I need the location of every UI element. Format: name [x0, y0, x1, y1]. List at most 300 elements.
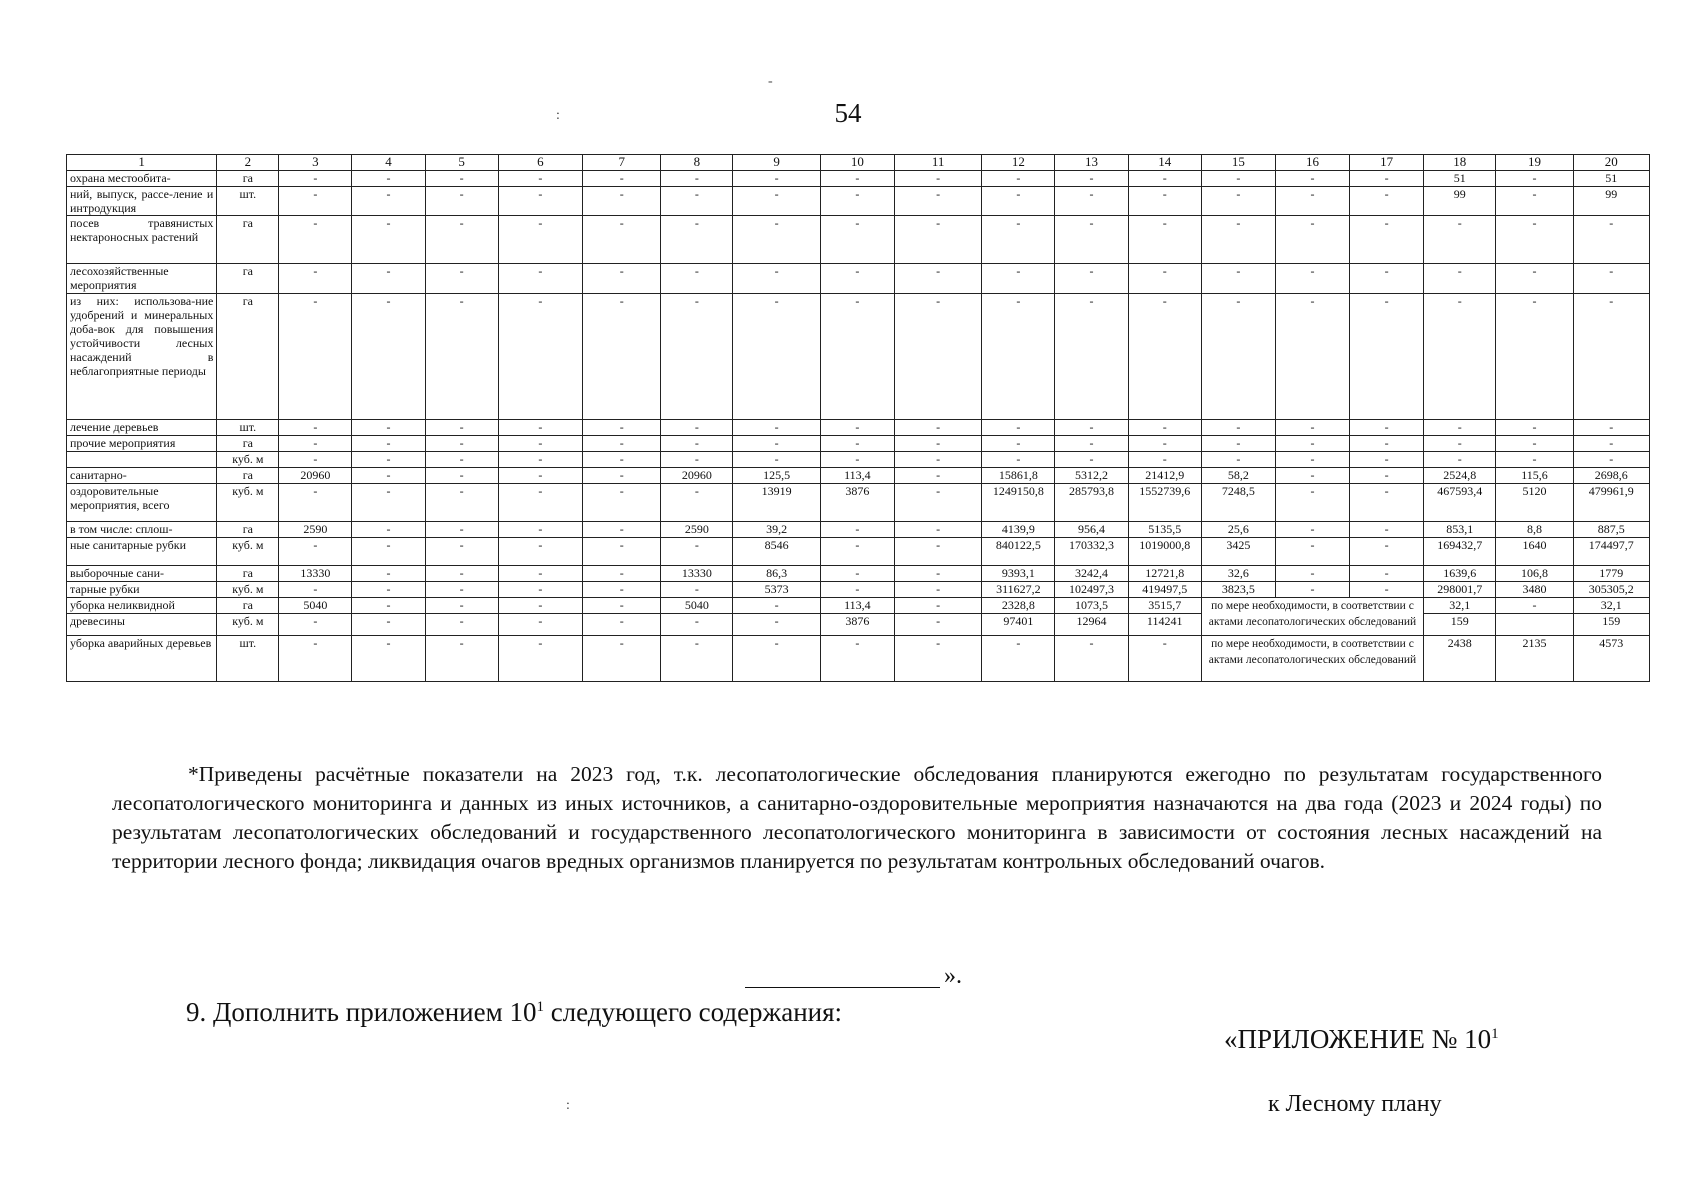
table-cell: -	[1275, 420, 1349, 436]
table-cell: -	[1350, 264, 1424, 294]
table-cell: -	[352, 468, 425, 484]
table-cell: -	[733, 598, 820, 614]
table-cell: 5040	[661, 598, 733, 614]
table-cell: 5135,5	[1128, 522, 1201, 538]
table-row	[67, 436, 1650, 452]
table-cell: -	[661, 614, 733, 636]
table-cell: 9393,1	[982, 566, 1055, 582]
table-cell: -	[498, 294, 582, 420]
row-label: тарные рубки	[67, 582, 217, 598]
table-cell: 3876	[820, 484, 894, 522]
table-cell: -	[279, 171, 352, 187]
table-cell: -	[894, 614, 981, 636]
table-cell: -	[498, 636, 582, 682]
table-cell: 170332,3	[1055, 538, 1128, 566]
table-cell: -	[820, 538, 894, 566]
table-cell: -	[352, 171, 425, 187]
table-cell: -	[498, 420, 582, 436]
table-cell: -	[1350, 420, 1424, 436]
table-cell: 2438	[1424, 636, 1496, 682]
table-cell: -	[1201, 216, 1275, 264]
table-cell: -	[425, 436, 498, 452]
column-header: 11	[894, 155, 981, 171]
table-row	[67, 538, 1650, 566]
table-cell: 12964	[1055, 614, 1128, 636]
table-cell: -	[1275, 582, 1349, 598]
table-cell: 3242,4	[1055, 566, 1128, 582]
scan-speck: :	[566, 1098, 570, 1113]
row-label: ний, выпуск, рассе-ление и интродукция	[67, 187, 217, 216]
table-cell: 1249150,8	[982, 484, 1055, 522]
table-cell: -	[498, 582, 582, 598]
table-row	[67, 522, 1650, 538]
column-header: 4	[352, 155, 425, 171]
table-cell: -	[894, 522, 981, 538]
column-header: 2	[217, 155, 279, 171]
table-cell: -	[583, 216, 661, 264]
table-cell: -	[982, 171, 1055, 187]
table-cell: -	[498, 538, 582, 566]
table-cell: -	[498, 614, 582, 636]
table-cell: 3425	[1201, 538, 1275, 566]
footnote: *Приведены расчётные показатели на 2023 год, т.к. лесопатологические обследования планируются ежегодно по результатам государственного лесопатологического мониторинга и данных из иных источников, а санитарно-оздоровительные мероприятия назначаются на два года (2023 и 2024 годы) по результатам лесопатологических обследований и государственного лесопатологического мониторинга в зависимости от состояния лесных насаждений на территории лесного фонда; ликвидация очагов вредных организмов планируется по результатам контрольных обследований очагов.	[112, 762, 1602, 873]
table-cell	[1496, 614, 1573, 636]
table-cell: -	[661, 484, 733, 522]
table-row	[67, 294, 1650, 420]
table-cell: -	[820, 187, 894, 216]
table-cell: -	[1573, 420, 1649, 436]
table-cell: -	[583, 484, 661, 522]
table-cell: -	[733, 420, 820, 436]
unit-cell: га	[217, 436, 279, 452]
table-cell: -	[820, 452, 894, 468]
table-cell: -	[894, 582, 981, 598]
table-cell: -	[352, 436, 425, 452]
table-cell: -	[894, 598, 981, 614]
table-cell: -	[279, 436, 352, 452]
table-cell: -	[583, 468, 661, 484]
table-cell: -	[498, 468, 582, 484]
column-header: 8	[661, 155, 733, 171]
table-cell: -	[498, 484, 582, 522]
table-cell: -	[352, 636, 425, 682]
table-cell: -	[1128, 264, 1201, 294]
table-cell: -	[583, 598, 661, 614]
scan-speck: -	[768, 74, 773, 89]
table-cell: -	[894, 216, 981, 264]
table-cell: -	[982, 187, 1055, 216]
table-cell: -	[1201, 187, 1275, 216]
table-cell: -	[1055, 436, 1128, 452]
row-label: уборка неликвидной	[67, 598, 217, 614]
table-cell: 956,4	[1055, 522, 1128, 538]
table-row	[67, 264, 1650, 294]
table-cell: -	[894, 566, 981, 582]
table-cell: -	[352, 187, 425, 216]
table-cell: 2135	[1496, 636, 1573, 682]
table-cell: -	[279, 538, 352, 566]
table-cell: -	[498, 216, 582, 264]
table-cell: -	[1275, 187, 1349, 216]
table-cell: -	[661, 187, 733, 216]
table-cell: 479961,9	[1573, 484, 1649, 522]
appendix-title: «ПРИЛОЖЕНИЕ № $10^1$	[1224, 1024, 1499, 1054]
table-row	[67, 468, 1650, 484]
table-cell: 113,4	[820, 598, 894, 614]
table-cell: -	[425, 420, 498, 436]
table-cell: 169432,7	[1424, 538, 1496, 566]
table-cell: -	[425, 468, 498, 484]
unit-cell: га	[217, 216, 279, 264]
table-cell: -	[1424, 264, 1496, 294]
table-cell: -	[352, 484, 425, 522]
table-row	[67, 636, 1650, 682]
table-cell: -	[425, 538, 498, 566]
table-cell: -	[1275, 264, 1349, 294]
table-cell: -	[1350, 452, 1424, 468]
table-cell: -	[1496, 420, 1573, 436]
table-cell: -	[661, 436, 733, 452]
table-row	[67, 484, 1650, 522]
table-cell: 97401	[982, 614, 1055, 636]
table-cell: -	[1275, 171, 1349, 187]
unit-cell: га	[217, 264, 279, 294]
table-cell: -	[1128, 294, 1201, 420]
table-cell: -	[1275, 566, 1349, 582]
unit-cell: куб. м	[217, 614, 279, 636]
table-cell: -	[352, 420, 425, 436]
table-cell: 3876	[820, 614, 894, 636]
table-cell: -	[661, 538, 733, 566]
appendix-subtitle: к Лесному плану	[1268, 1091, 1442, 1117]
table-cell: -	[425, 566, 498, 582]
table-cell: -	[1496, 452, 1573, 468]
table-cell: -	[498, 566, 582, 582]
table-cell: -	[279, 264, 352, 294]
row-label: в том числе: сплош-	[67, 522, 217, 538]
table-cell: -	[1496, 294, 1573, 420]
row-label: из них: использова-ние удобрений и минеральных доба-вок для повышения устойчивости лесных насаждений в неблагоприятные периоды	[67, 294, 217, 420]
column-header: 20	[1573, 155, 1649, 171]
table-cell: -	[425, 582, 498, 598]
column-header: 3	[279, 155, 352, 171]
table-cell: -	[498, 522, 582, 538]
table-cell: -	[1201, 452, 1275, 468]
table-cell: -	[1350, 468, 1424, 484]
unit-cell: куб. м	[217, 484, 279, 522]
superscript: 1	[1491, 1026, 1499, 1042]
table-cell: 20960	[661, 468, 733, 484]
table-cell: 5312,2	[1055, 468, 1128, 484]
table-cell: -	[1496, 171, 1573, 187]
table-cell: -	[1128, 452, 1201, 468]
table-cell: 159	[1573, 614, 1649, 636]
table-cell: 20960	[279, 468, 352, 484]
table-cell: 159	[1424, 614, 1496, 636]
table-cell: 1019000,8	[1128, 538, 1201, 566]
table-cell: 2328,8	[982, 598, 1055, 614]
table-row	[67, 452, 1650, 468]
table-cell: -	[425, 614, 498, 636]
table-cell: -	[1201, 436, 1275, 452]
table-cell: -	[894, 636, 981, 682]
table-cell: 3515,7	[1128, 598, 1201, 614]
table-cell: -	[894, 294, 981, 420]
table-cell: -	[1350, 436, 1424, 452]
column-header: 5	[425, 155, 498, 171]
table-cell: -	[352, 264, 425, 294]
table-cell: -	[1055, 216, 1128, 264]
table-cell: 51	[1573, 171, 1649, 187]
table-cell: -	[661, 452, 733, 468]
table-cell: -	[583, 566, 661, 582]
table-cell: 1640	[1496, 538, 1573, 566]
table-cell: -	[279, 614, 352, 636]
table-cell: -	[352, 452, 425, 468]
row-label: выборочные сани-	[67, 566, 217, 582]
table-cell: 51	[1424, 171, 1496, 187]
column-header: 14	[1128, 155, 1201, 171]
table-cell: -	[820, 171, 894, 187]
table-cell: -	[733, 436, 820, 452]
table-cell: -	[1350, 538, 1424, 566]
row-label: уборка аварийных деревьев	[67, 636, 217, 682]
unit-cell: га	[217, 522, 279, 538]
table-cell: -	[1055, 171, 1128, 187]
unit-cell: куб. м	[217, 452, 279, 468]
table-cell: 12721,8	[1128, 566, 1201, 582]
unit-cell: куб. м	[217, 582, 279, 598]
table-cell: 5373	[733, 582, 820, 598]
row-label: санитарно-	[67, 468, 217, 484]
table-cell: -	[733, 187, 820, 216]
table-cell: -	[498, 436, 582, 452]
table-cell: -	[661, 171, 733, 187]
table-cell: -	[352, 216, 425, 264]
table-cell: 13330	[279, 566, 352, 582]
table-cell: 99	[1573, 187, 1649, 216]
table-cell: 15861,8	[982, 468, 1055, 484]
table-cell: -	[733, 294, 820, 420]
table-cell: -	[1055, 452, 1128, 468]
table-cell: -	[1424, 420, 1496, 436]
column-header: 12	[982, 155, 1055, 171]
unit-cell: га	[217, 566, 279, 582]
table-cell: 2524,8	[1424, 468, 1496, 484]
table-cell: -	[1496, 216, 1573, 264]
table-cell: -	[820, 264, 894, 294]
table-cell: 58,2	[1201, 468, 1275, 484]
table-cell: -	[820, 566, 894, 582]
table-cell: -	[820, 216, 894, 264]
unit-cell: шт.	[217, 636, 279, 682]
table-cell: -	[661, 420, 733, 436]
row-label: лесохозяйственные мероприятия	[67, 264, 217, 294]
table-cell: -	[279, 187, 352, 216]
column-header: 17	[1350, 155, 1424, 171]
table-cell: -	[279, 420, 352, 436]
table-cell: -	[583, 436, 661, 452]
unit-cell: куб. м	[217, 538, 279, 566]
table-cell: -	[583, 636, 661, 682]
table-cell: -	[1424, 436, 1496, 452]
unit-cell: га	[217, 171, 279, 187]
table-row	[67, 171, 1650, 187]
unit-cell: га	[217, 468, 279, 484]
table-cell: 5040	[279, 598, 352, 614]
table-cell: -	[1573, 216, 1649, 264]
table-cell: -	[352, 582, 425, 598]
table-cell: 4139,9	[982, 522, 1055, 538]
table-cell: 840122,5	[982, 538, 1055, 566]
merged-note-cell: по мере необходимости, в соответствии с актами лесопатологических обследований	[1201, 636, 1423, 682]
table-cell: -	[425, 294, 498, 420]
table-cell: -	[1350, 216, 1424, 264]
table-cell: -	[425, 264, 498, 294]
table-cell: -	[894, 171, 981, 187]
table-cell: -	[1424, 294, 1496, 420]
table-cell: -	[982, 636, 1055, 682]
table-cell: -	[733, 264, 820, 294]
row-label: оздоровительные мероприятия, всего	[67, 484, 217, 522]
table-cell: -	[1275, 452, 1349, 468]
unit-cell: шт.	[217, 187, 279, 216]
table-cell: 39,2	[733, 522, 820, 538]
table-cell: -	[661, 582, 733, 598]
row-label: прочие мероприятия	[67, 436, 217, 452]
column-header: 10	[820, 155, 894, 171]
table-cell: -	[1055, 187, 1128, 216]
table-cell: -	[425, 484, 498, 522]
table-cell: -	[894, 420, 981, 436]
table-cell: 3480	[1496, 582, 1573, 598]
table-cell: -	[1496, 436, 1573, 452]
column-header: 9	[733, 155, 820, 171]
table-cell: 1779	[1573, 566, 1649, 582]
table-cell: -	[352, 566, 425, 582]
table-cell: -	[498, 264, 582, 294]
table-cell: -	[352, 614, 425, 636]
table-cell: -	[894, 452, 981, 468]
table-cell: -	[352, 522, 425, 538]
table-cell: -	[1055, 636, 1128, 682]
table-cell: -	[498, 171, 582, 187]
table-cell: -	[1275, 436, 1349, 452]
table-cell: -	[1424, 452, 1496, 468]
superscript: 1	[536, 999, 544, 1015]
table-cell: -	[425, 636, 498, 682]
table-cell: -	[820, 420, 894, 436]
table-cell: -	[1128, 420, 1201, 436]
item-9-text: 9. Дополнить приложением $10^1$ следующего содержания:	[186, 997, 843, 1027]
table-cell: -	[583, 294, 661, 420]
table-cell: -	[1275, 484, 1349, 522]
closing-quote: ».	[944, 963, 962, 989]
table-cell: -	[1128, 187, 1201, 216]
table-cell: -	[1350, 171, 1424, 187]
table-cell: 285793,8	[1055, 484, 1128, 522]
table-cell: -	[1350, 566, 1424, 582]
table-row	[67, 582, 1650, 598]
table-cell: 13330	[661, 566, 733, 582]
table-cell: -	[498, 598, 582, 614]
table-cell: -	[583, 582, 661, 598]
row-label: лечение деревьев	[67, 420, 217, 436]
table-cell: -	[894, 468, 981, 484]
table-cell: 305305,2	[1573, 582, 1649, 598]
table-cell: 21412,9	[1128, 468, 1201, 484]
table-cell: -	[279, 294, 352, 420]
table-cell: -	[982, 294, 1055, 420]
table-cell: -	[425, 598, 498, 614]
table-cell: -	[583, 452, 661, 468]
table-cell: 32,1	[1424, 598, 1496, 614]
table-cell: -	[1350, 187, 1424, 216]
unit-cell: шт.	[217, 420, 279, 436]
table-cell: -	[279, 484, 352, 522]
table-row	[67, 187, 1650, 216]
table-cell: 8546	[733, 538, 820, 566]
header-row	[67, 155, 1650, 171]
table-row	[67, 566, 1650, 582]
table-cell: -	[583, 614, 661, 636]
table-cell: -	[820, 582, 894, 598]
table-cell: -	[1350, 522, 1424, 538]
table-cell: -	[1496, 187, 1573, 216]
column-header: 7	[583, 155, 661, 171]
table-cell: -	[894, 484, 981, 522]
table-cell: -	[498, 187, 582, 216]
table-cell: -	[583, 522, 661, 538]
table-cell: -	[1055, 294, 1128, 420]
table-cell: -	[1573, 264, 1649, 294]
table-cell: -	[733, 636, 820, 682]
table-cell: -	[1275, 216, 1349, 264]
column-header: 16	[1275, 155, 1349, 171]
table-cell: 4573	[1573, 636, 1649, 682]
row-label: ные санитарные рубки	[67, 538, 217, 566]
column-header: 18	[1424, 155, 1496, 171]
table-cell: 8,8	[1496, 522, 1573, 538]
table-cell: 5120	[1496, 484, 1573, 522]
table-cell: -	[1275, 522, 1349, 538]
table-cell: 2590	[661, 522, 733, 538]
table-cell: -	[583, 187, 661, 216]
table-cell: -	[733, 171, 820, 187]
table-cell: -	[1350, 484, 1424, 522]
table-cell: -	[982, 436, 1055, 452]
table-cell: -	[1201, 171, 1275, 187]
table-cell: 1552739,6	[1128, 484, 1201, 522]
table-cell: -	[820, 522, 894, 538]
column-header: 19	[1496, 155, 1573, 171]
table-cell: -	[1350, 294, 1424, 420]
table-cell: -	[894, 187, 981, 216]
table-cell: -	[425, 187, 498, 216]
table-cell: -	[1275, 294, 1349, 420]
table-cell: -	[425, 171, 498, 187]
table-cell: -	[894, 264, 981, 294]
table-cell: -	[1128, 636, 1201, 682]
table-cell: -	[1201, 420, 1275, 436]
table-cell: 3823,5	[1201, 582, 1275, 598]
table-cell: -	[894, 436, 981, 452]
row-label	[67, 452, 217, 468]
table-cell: -	[583, 171, 661, 187]
table-cell: 114241	[1128, 614, 1201, 636]
table-cell: -	[733, 452, 820, 468]
table-cell: 7248,5	[1201, 484, 1275, 522]
